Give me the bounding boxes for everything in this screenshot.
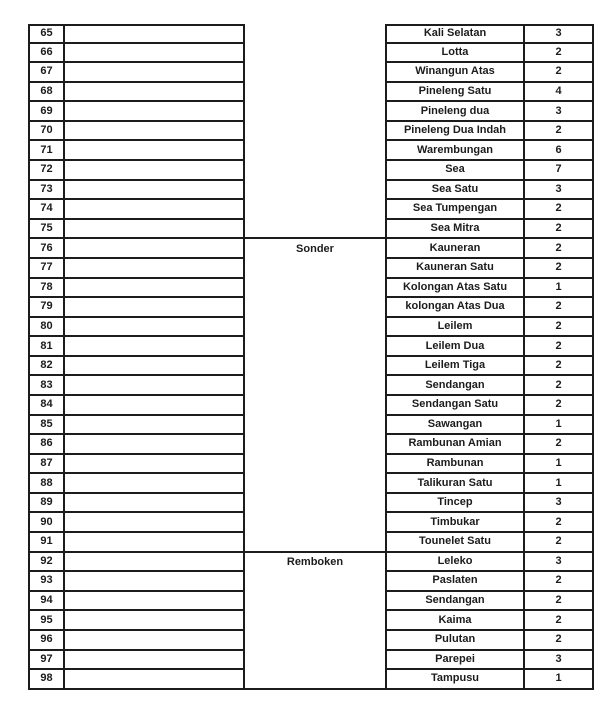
- blank-cell: [65, 220, 245, 240]
- case-count-cell: 1: [523, 474, 594, 494]
- district-label-cell: [245, 357, 385, 377]
- village-name-cell: Pineleng Dua Indah: [385, 122, 523, 142]
- district-label-cell: [245, 651, 385, 671]
- case-count-cell: 2: [523, 44, 594, 64]
- row-number-cell: 81: [28, 337, 65, 357]
- district-label-cell: [245, 200, 385, 220]
- row-number-cell: 90: [28, 513, 65, 533]
- case-count-cell: 2: [523, 631, 594, 651]
- district-label-cell: [245, 63, 385, 83]
- case-count-cell: 2: [523, 122, 594, 142]
- case-count-cell: 2: [523, 318, 594, 338]
- village-name-cell: Sea Tumpengan: [385, 200, 523, 220]
- case-count-cell: 2: [523, 435, 594, 455]
- blank-cell: [65, 102, 245, 122]
- village-name-cell: kolongan Atas Dua: [385, 298, 523, 318]
- row-number-cell: 72: [28, 161, 65, 181]
- blank-cell: [65, 435, 245, 455]
- village-name-cell: Winangun Atas: [385, 63, 523, 83]
- blank-cell: [65, 572, 245, 592]
- village-name-cell: Sawangan: [385, 416, 523, 436]
- district-label-cell: [245, 298, 385, 318]
- case-count-cell: 2: [523, 298, 594, 318]
- row-number-cell: 80: [28, 318, 65, 338]
- blank-cell: [65, 200, 245, 220]
- village-name-cell: Rambunan Amian: [385, 435, 523, 455]
- case-count-cell: 2: [523, 200, 594, 220]
- village-name-cell: Leilem Tiga: [385, 357, 523, 377]
- village-name-cell: Pineleng Satu: [385, 83, 523, 103]
- row-number-cell: 96: [28, 631, 65, 651]
- row-number-cell: 98: [28, 670, 65, 690]
- row-number-cell: 97: [28, 651, 65, 671]
- blank-cell: [65, 83, 245, 103]
- case-count-cell: 6: [523, 141, 594, 161]
- blank-cell: [65, 24, 245, 44]
- row-number-cell: 76: [28, 239, 65, 259]
- row-number-cell: 70: [28, 122, 65, 142]
- case-count-cell: 2: [523, 396, 594, 416]
- row-number-cell: 68: [28, 83, 65, 103]
- case-count-cell: 2: [523, 337, 594, 357]
- row-number-cell: 75: [28, 220, 65, 240]
- village-name-cell: Leilem: [385, 318, 523, 338]
- blank-cell: [65, 63, 245, 83]
- blank-cell: [65, 161, 245, 181]
- district-label-cell: [245, 513, 385, 533]
- row-number-cell: 82: [28, 357, 65, 377]
- village-name-cell: Lotta: [385, 44, 523, 64]
- blank-cell: [65, 376, 245, 396]
- blank-cell: [65, 141, 245, 161]
- district-label-cell: [245, 474, 385, 494]
- district-label-cell: [245, 83, 385, 103]
- blank-cell: [65, 592, 245, 612]
- row-number-cell: 83: [28, 376, 65, 396]
- village-name-cell: Kauneran Satu: [385, 259, 523, 279]
- district-label-cell: [245, 376, 385, 396]
- row-number-cell: 87: [28, 455, 65, 475]
- row-number-cell: 85: [28, 416, 65, 436]
- row-number-cell: 89: [28, 494, 65, 514]
- case-count-cell: 2: [523, 592, 594, 612]
- row-number-cell: 74: [28, 200, 65, 220]
- case-count-cell: 2: [523, 572, 594, 592]
- blank-cell: [65, 455, 245, 475]
- case-count-cell: 2: [523, 533, 594, 553]
- blank-cell: [65, 670, 245, 690]
- blank-cell: [65, 396, 245, 416]
- blank-cell: [65, 239, 245, 259]
- village-name-cell: Tampusu: [385, 670, 523, 690]
- table-grid: [28, 24, 594, 690]
- blank-cell: [65, 337, 245, 357]
- row-number-cell: 77: [28, 259, 65, 279]
- blank-cell: [65, 298, 245, 318]
- blank-cell: [65, 122, 245, 142]
- blank-cell: [65, 611, 245, 631]
- village-name-cell: Kaima: [385, 611, 523, 631]
- district-label-cell: [245, 396, 385, 416]
- case-count-cell: 3: [523, 24, 594, 44]
- district-label-cell: [245, 181, 385, 201]
- village-name-cell: Paslaten: [385, 572, 523, 592]
- village-name-cell: Tounelet Satu: [385, 533, 523, 553]
- district-label-cell: [245, 220, 385, 240]
- row-number-cell: 69: [28, 102, 65, 122]
- district-label-cell: [245, 494, 385, 514]
- case-count-cell: 2: [523, 259, 594, 279]
- village-name-cell: Leilem Dua: [385, 337, 523, 357]
- district-label-cell: [245, 141, 385, 161]
- district-label-cell: [245, 631, 385, 651]
- village-name-cell: Sendangan: [385, 592, 523, 612]
- district-label-cell: [245, 611, 385, 631]
- case-count-cell: 2: [523, 357, 594, 377]
- village-name-cell: Talikuran Satu: [385, 474, 523, 494]
- village-name-cell: Kolongan Atas Satu: [385, 279, 523, 299]
- blank-cell: [65, 357, 245, 377]
- row-number-cell: 71: [28, 141, 65, 161]
- blank-cell: [65, 651, 245, 671]
- blank-cell: [65, 474, 245, 494]
- village-name-cell: Rambunan: [385, 455, 523, 475]
- row-number-cell: 92: [28, 553, 65, 573]
- village-name-cell: Sendangan: [385, 376, 523, 396]
- blank-cell: [65, 494, 245, 514]
- blank-cell: [65, 553, 245, 573]
- district-label-cell: [245, 24, 385, 44]
- village-name-cell: Sea Mitra: [385, 220, 523, 240]
- district-label-cell: [245, 435, 385, 455]
- row-number-cell: 78: [28, 279, 65, 299]
- blank-cell: [65, 44, 245, 64]
- row-number-cell: 93: [28, 572, 65, 592]
- case-count-cell: 3: [523, 102, 594, 122]
- row-number-cell: 91: [28, 533, 65, 553]
- row-number-cell: 95: [28, 611, 65, 631]
- row-number-cell: 86: [28, 435, 65, 455]
- village-name-cell: Sea: [385, 161, 523, 181]
- district-label-cell: [245, 337, 385, 357]
- case-count-cell: 2: [523, 63, 594, 83]
- district-label-cell: [245, 533, 385, 553]
- blank-cell: [65, 533, 245, 553]
- case-count-cell: 2: [523, 376, 594, 396]
- district-label-cell: [245, 161, 385, 181]
- district-label-cell: Remboken: [286, 555, 344, 568]
- village-name-cell: Sendangan Satu: [385, 396, 523, 416]
- village-name-cell: Sea Satu: [385, 181, 523, 201]
- blank-cell: [65, 279, 245, 299]
- district-label-cell: [245, 122, 385, 142]
- district-label-cell: [245, 102, 385, 122]
- row-number-cell: 88: [28, 474, 65, 494]
- case-count-cell: 3: [523, 651, 594, 671]
- row-number-cell: 66: [28, 44, 65, 64]
- case-count-cell: 2: [523, 513, 594, 533]
- row-number-cell: 79: [28, 298, 65, 318]
- row-number-cell: 94: [28, 592, 65, 612]
- row-number-cell: 65: [28, 24, 65, 44]
- district-label-cell: [245, 670, 385, 690]
- village-name-cell: Timbukar: [385, 513, 523, 533]
- case-count-cell: 3: [523, 494, 594, 514]
- village-name-cell: Pineleng dua: [385, 102, 523, 122]
- case-count-cell: 3: [523, 553, 594, 573]
- village-name-cell: Warembungan: [385, 141, 523, 161]
- village-name-cell: Pulutan: [385, 631, 523, 651]
- village-name-cell: Kali Selatan: [385, 24, 523, 44]
- district-label-cell: [245, 416, 385, 436]
- district-label-cell: [245, 279, 385, 299]
- case-count-cell: 2: [523, 220, 594, 240]
- row-number-cell: 67: [28, 63, 65, 83]
- blank-cell: [65, 181, 245, 201]
- district-label-cell: [245, 572, 385, 592]
- row-number-cell: 84: [28, 396, 65, 416]
- district-label-cell: [245, 259, 385, 279]
- district-label-cell: [245, 455, 385, 475]
- blank-cell: [65, 513, 245, 533]
- case-count-cell: 1: [523, 455, 594, 475]
- case-count-cell: 1: [523, 416, 594, 436]
- district-label-cell: [245, 44, 385, 64]
- case-count-cell: 4: [523, 83, 594, 103]
- blank-cell: [65, 631, 245, 651]
- district-label-cell: [245, 318, 385, 338]
- district-label-cell: Sonder: [296, 242, 334, 255]
- row-number-cell: 73: [28, 181, 65, 201]
- village-name-cell: Parepei: [385, 651, 523, 671]
- case-count-cell: 2: [523, 611, 594, 631]
- blank-cell: [65, 416, 245, 436]
- village-name-cell: Kauneran: [385, 239, 523, 259]
- village-name-cell: Leleko: [385, 553, 523, 573]
- case-count-cell: 1: [523, 670, 594, 690]
- case-count-cell: 1: [523, 279, 594, 299]
- district-label-cell: [245, 592, 385, 612]
- village-name-cell: Tincep: [385, 494, 523, 514]
- case-count-cell: 2: [523, 239, 594, 259]
- case-count-cell: 7: [523, 161, 594, 181]
- blank-cell: [65, 318, 245, 338]
- blank-cell: [65, 259, 245, 279]
- case-count-cell: 3: [523, 181, 594, 201]
